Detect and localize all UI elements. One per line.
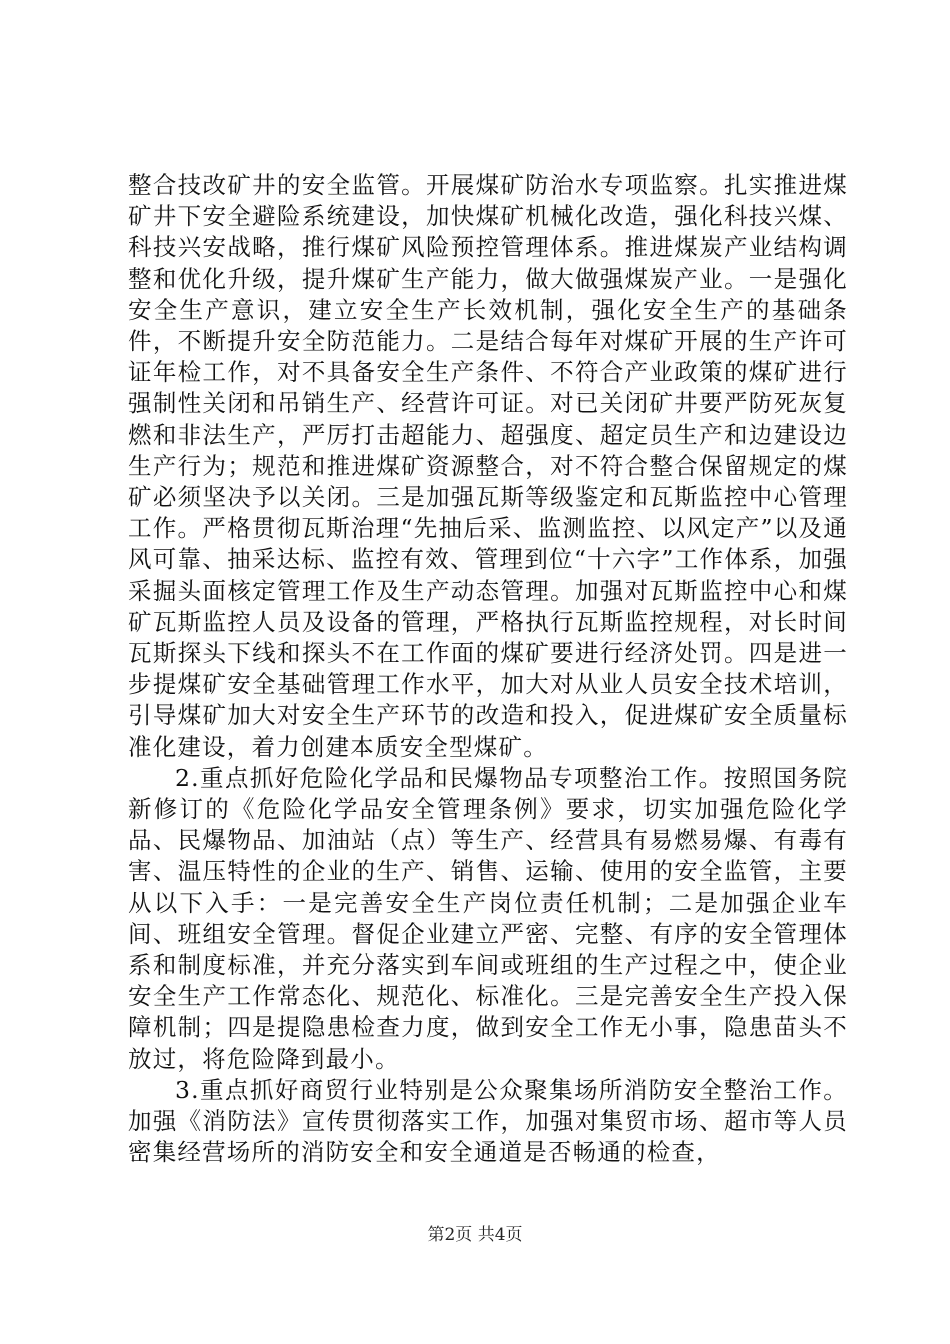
- paragraph-1: 整合技改矿井的安全监管。开展煤矿防治水专项监察。扎实推进煤矿井下安全避险系统建设，加快煤矿机械化改造，强化科技兴煤、科技兴安战略，推行煤矿风险预控管理体系。推进煤炭产业结构调整和优化升级，提升煤矿生产能力，做大做强煤炭产业。一是强化安全生产意识，建立安全生产长效机制，强化安全生产的基础条件，不断提升安全防范能力。二是结合每年对煤矿开展的生产许可证年检工作，对不具备安全生产条件、不符合产业政策的煤矿进行强制性关闭和吊销生产、经营许可证。对已关闭矿井要严防死灰复燃和非法生产，严厉打击超能力、超强度、超定员生产和边建设边生产行为；规范和推进煤矿资源整合，对不符合整合保留规定的煤矿必须坚决予以关闭。三是加强瓦斯等级鉴定和瓦斯监控中心管理工作。严格贯彻瓦斯治理“先抽后采、监测监控、以风定产”以及通风可靠、抽采达标、监控有效、管理到位“十六字”工作体系，加强采掘头面核定管理工作及生产动态管理。加强对瓦斯监控中心和煤矿瓦斯监控人员及设备的管理，严格执行瓦斯监控规程，对长时间瓦斯探头下线和探头不在工作面的煤矿要进行经济处罚。四是进一步提煤矿安全基础管理工作水平，加大对从业人员安全技术培训，引导煤矿加大对安全生产环节的改造和投入，促进煤矿安全质量标准化建设，着力创建本质安全型煤矿。: [128, 171, 848, 761]
- document-body: [128, 170, 848, 1169]
- page-footer: [0, 1220, 950, 1245]
- paragraph-3: 3.重点抓好商贸行业特别是公众聚集场所消防安全整治工作。加强《消防法》宣传贯彻落实工作，加强对集贸市场、超市等人员密集经营场所的消防安全和安全通道是否畅通的检查，: [128, 1075, 848, 1167]
- page-number-label: 第2页 共4页: [427, 1225, 523, 1245]
- paragraph-2: 2.重点抓好危险化学品和民爆物品专项整治工作。按照国务院新修订的《危险化学品安全管理条例》要求，切实加强危险化学品、民爆物品、加油站（点）等生产、经营具有易燃易爆、有毒有害、温压特性的企业的生产、销售、运输、使用的安全监管，主要从以下入手：一是完善安全生产岗位责任机制；二是加强企业车间、班组安全管理。督促企业建立严密、完整、有序的安全管理体系和制度标准，并充分落实到车间或班组的生产过程之中，使企业安全生产工作常态化、规范化、标准化。三是完善安全生产投入保障机制；四是提隐患检查力度，做到安全工作无小事，隐患苗头不放过，将危险降到最小。: [128, 763, 848, 1073]
